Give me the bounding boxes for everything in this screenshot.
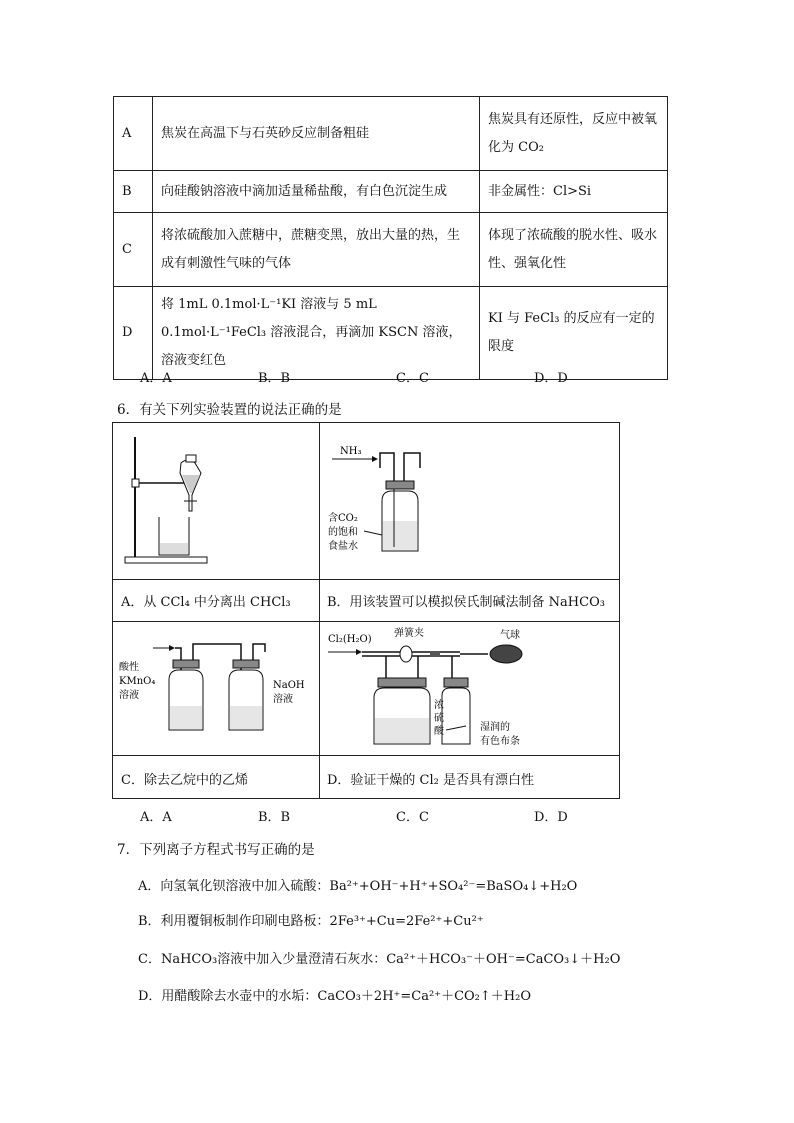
caption-b: B．用该装置可以模拟侯氏制碱法制备 NaHCO₃	[327, 595, 605, 610]
row-conclusion: 非金属性：Cl>Si	[480, 171, 668, 213]
balloon-label: 气球	[500, 630, 520, 641]
kmno4-label: KMnO₄	[119, 676, 156, 687]
q7-option-a[interactable]: A．向氢氧化钡溶液中加入硫酸：Ba²⁺+OH⁻+H⁺+SO₄²⁻=BaSO₄↓+H₂O	[138, 879, 578, 894]
gas-bottle-nh3-diagram	[320, 423, 620, 579]
liquid-label: 的饱和	[328, 527, 358, 538]
row-content: 将浓硫酸加入蔗糖中，蔗糖变黑，放出大量的热，生成有刺激性气味的气体	[153, 213, 480, 287]
cl2-bleach-diagram	[320, 622, 620, 755]
q6-title: 6．有关下列实验装置的说法正确的是	[117, 402, 342, 418]
caption-c: C．除去乙烷中的乙烯	[121, 773, 248, 788]
q6-apparatus-grid	[112, 422, 620, 799]
cl2-label: Cl₂(H₂O)	[328, 634, 372, 645]
option-a[interactable]: A．A	[140, 810, 172, 825]
naoh-label: NaOH	[273, 680, 305, 691]
kmno4-label: 酸性	[119, 662, 139, 673]
kmno4-label: 溶液	[119, 690, 139, 701]
table-row	[114, 97, 668, 171]
acid-label: 浓	[434, 700, 444, 711]
option-a[interactable]: A．A	[140, 371, 172, 386]
q7-option-c[interactable]: C．NaHCO₃溶液中加入少量澄清石灰水：Ca²⁺＋HCO₃⁻＋OH⁻=CaCO₃↓＋H₂O	[138, 952, 621, 967]
liquid-label: 食盐水	[328, 541, 358, 552]
acid-label: 硫	[434, 713, 444, 724]
option-c[interactable]: C．C	[396, 371, 429, 386]
option-b[interactable]: B．B	[258, 371, 291, 386]
row-label: A	[114, 97, 153, 171]
row-label: C	[114, 213, 153, 287]
option-c[interactable]: C．C	[396, 810, 429, 825]
nh3-label: NH₃	[340, 446, 362, 457]
row-label: B	[114, 171, 153, 213]
option-d[interactable]: D．D	[534, 371, 568, 386]
naoh-label: 溶液	[273, 694, 293, 705]
row-label: D	[114, 287, 153, 380]
row-conclusion: 焦炭具有还原性，反应中被氧化为 CO₂	[480, 97, 668, 171]
table-row	[114, 171, 668, 213]
acid-label: 酸	[434, 726, 444, 737]
option-b[interactable]: B．B	[258, 810, 291, 825]
row-conclusion: KI 与 FeCl₃ 的反应有一定的限度	[480, 287, 668, 380]
q7-title: 7．下列离子方程式书写正确的是	[117, 842, 315, 858]
option-d[interactable]: D．D	[534, 810, 568, 825]
row-content: 焦炭在高温下与石英砂反应制备粗硅	[153, 97, 480, 171]
q5-table	[113, 96, 668, 380]
clip-label: 弹簧夹	[394, 628, 424, 639]
q7-option-d[interactable]: D．用醋酸除去水壶中的水垢：CaCO₃＋2H⁺=Ca²⁺＋CO₂↑＋H₂O	[138, 989, 531, 1004]
table-row	[114, 213, 668, 287]
row-content: 向硅酸钠溶液中滴加适量稀盐酸，有白色沉淀生成	[153, 171, 480, 213]
two-bottles-diagram	[113, 622, 319, 755]
row-conclusion: 体现了浓硫酸的脱水性、吸水性、强氧化性	[480, 213, 668, 287]
cloth-label: 湿润的	[480, 722, 510, 733]
cloth-label: 有色布条	[480, 736, 520, 747]
separatory-funnel-diagram	[113, 423, 319, 579]
table-row	[114, 287, 668, 380]
caption-a: A．从 CCl₄ 中分离出 CHCl₃	[121, 595, 291, 610]
q7-option-b[interactable]: B．利用覆铜板制作印刷电路板：2Fe³⁺+Cu=2Fe²⁺+Cu²⁺	[138, 914, 484, 929]
liquid-label: 含CO₂	[328, 513, 358, 524]
caption-d: D．验证干燥的 Cl₂ 是否具有漂白性	[327, 773, 535, 788]
row-content: 将 1mL 0.1mol·L⁻¹KI 溶液与 5 mL 0.1mol·L⁻¹FeCl₃ 溶液混合，再滴加 KSCN 溶液，溶液变红色	[153, 287, 480, 380]
